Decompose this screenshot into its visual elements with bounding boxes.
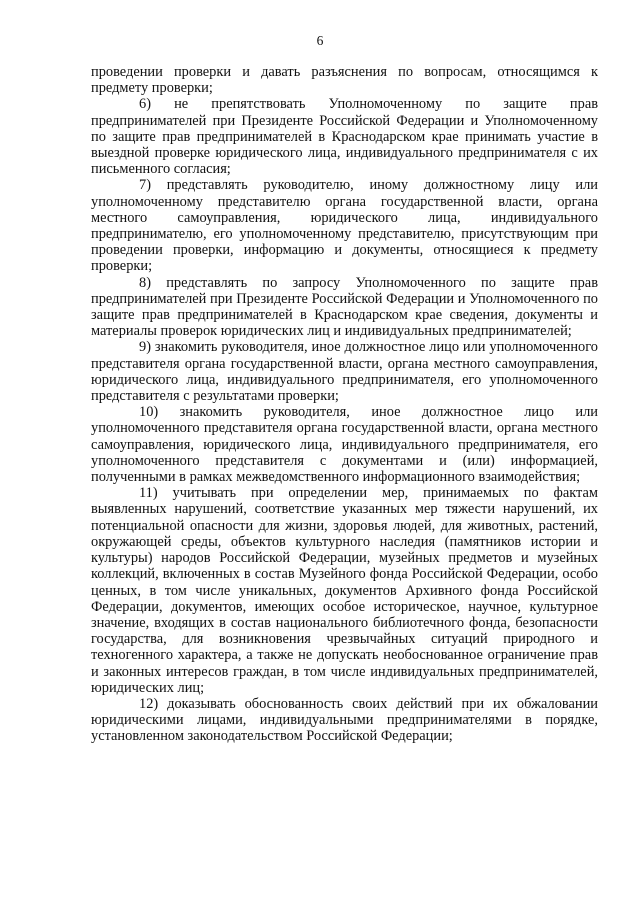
document-body [91,64,598,745]
paragraph-item-6: 6) не препятствовать Уполномоченному по защите прав предпринимателей при Президенте Российской Федерации и Уполномоченному по защите прав предпринимателей в Краснодарском крае принимать участие в выездной проверке юридического лица, индивидуального предпринимателя с их письменного согласия; [91,96,598,178]
page-number: 6 [316,33,324,48]
paragraph-continuation: проведении проверки и давать разъяснения по вопросам, относящимся к предмету проверки; [91,64,598,97]
paragraph-item-12: 12) доказывать обоснованность своих действий при их обжаловании юридическими лицами, индивидуальными предпринимателями в порядке, установленном законодательством Российской Федерации; [91,695,598,745]
paragraph-item-11: 11) учитывать при определении мер, принимаемых по фактам выявленных нарушений, соответствие указанных мер тяжести нарушений, их потенциальной опасности для жизни, здоровья людей, для животных, растений, окружающей среды, объектов культурного наследия (памятников истории и культуры) народов Российской Федерации, музейных предметов и музейных коллекций, включенных в состав Музейного фонда Российской Федерации, особо ценных, в том числе уникальных, документов Архивного фонда Российской Федерации, документов, имеющих особое историческое, научное, культурное значение, входящих в состав национального библиотечного фонда, безопасности государства, для возникновения чрезвычайных ситуаций природного и техногенного характера, а также не допускать необоснованное ограничение прав и законных интересов граждан, в том числе индивидуальных предпринимателей, юридических лиц; [91,485,598,696]
paragraph-item-10: 10) знакомить руководителя, иное должностное лицо или уполномоченного представителя органа государственной власти, органа местного самоуправления, юридического лица, индивидуального предпринимателя, его уполномоченного представителя с документами и (или) информацией, полученными в рамках межведомственного информационного взаимодействия; [91,404,598,486]
paragraph-item-7: 7) представлять руководителю, иному должностному лицу или уполномоченному представителю органа государственной власти, органа местного самоуправления, юридического лица, индивидуального предпринимателю, его уполномоченному представителю, присутствующим при проведении проверки, информацию и документы, относящиеся к предмету проверки; [91,177,598,275]
paragraph-item-9: 9) знакомить руководителя, иное должностное лицо или уполномоченного представителя органа государственной власти, органа местного самоуправления, юридического лица, индивидуального предпринимателя, его уполномоченного представителя с результатами проверки; [91,339,598,405]
paragraph-item-8: 8) представлять по запросу Уполномоченного по защите прав предпринимателей при Президенте Российской Федерации и Уполномоченного по защите прав предпринимателей в Краснодарском крае сведения, документы и материалы проверок юридических лиц и индивидуальных предпринимателей; [91,274,598,340]
